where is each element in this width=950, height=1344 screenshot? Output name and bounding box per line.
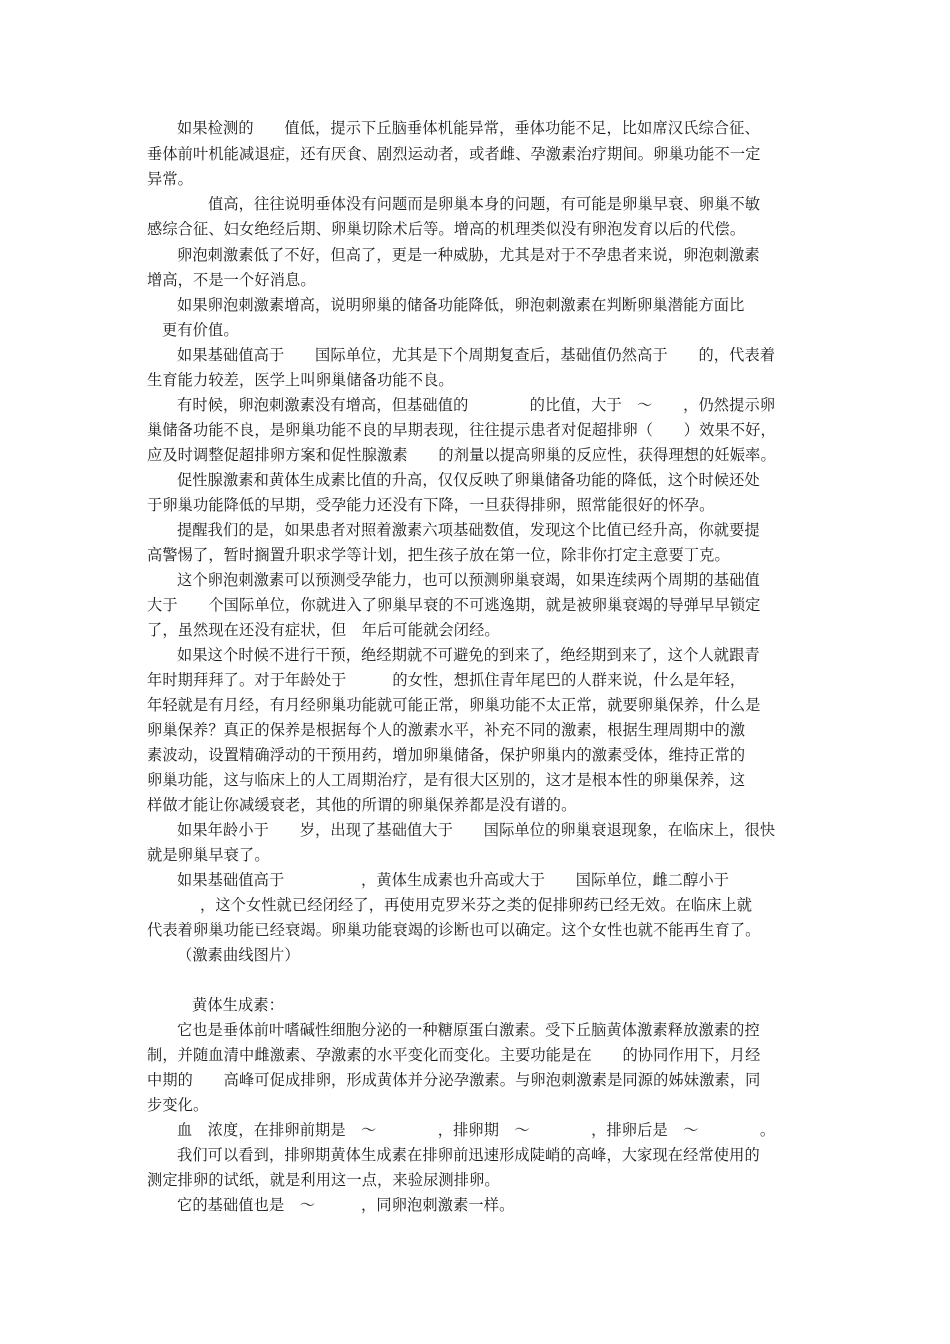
text-line: 于卵巢功能降低的早期，受孕能力还没有下降，一旦获得排卵，照常能很好的怀孕。 (147, 496, 715, 514)
text-line: 了，虽然现在还没有症状，但 年后可能就会闭经。 (147, 621, 500, 639)
text-line: 中期的 高峰可促成排卵，形成黄体并分泌孕激素。与卵泡刺激素是同源的姊妹激素，同 (147, 1071, 761, 1089)
text-line: 卵巢功能，这与临床上的人工周期治疗，是有很大区别的，这才是根本性的卵巢保养，这 (147, 771, 746, 789)
text-line: 如果检测的 值低，提示下丘脑垂体机能异常，垂体功能不足，比如席汉氏综合征、 (177, 119, 760, 137)
text-line: （激素曲线图片） (177, 946, 300, 964)
text-line: 如果卵泡刺激素增高，说明卵巢的储备功能降低，卵泡刺激素在判断卵巢潜能方面比 (177, 296, 745, 314)
text-line: 增高，不是一个好消息。 (147, 271, 316, 289)
text-line: 卵泡刺激素低了不好，但高了，更是一种威胁，尤其是对于不孕患者来说，卵泡刺激素 (177, 246, 760, 264)
text-line: 就是卵巢早衰了。 (147, 846, 270, 864)
text-line: 巢储备功能不良，是卵巢功能不良的早期表现，往往提示患者对促超排卵（ ）效果不好， (147, 421, 776, 439)
text-line: 提醒我们的是，如果患者对照着激素六项基础数值，发现这个比值已经升高，你就要提 (177, 521, 760, 539)
text-line: 制，并随血清中雌激素、孕激素的水平变化而变化。主要功能是在 的协同作用下，月经 (147, 1046, 761, 1064)
text-line: ，这个女性就已经闭经了，再使用克罗米芬之类的促排卵药已经无效。在临床上就 (200, 896, 753, 914)
text-line: 值高，往往说明垂体没有问题而是卵巢本身的问题，有可能是卵巢早衰、卵巢不敏 (208, 195, 761, 213)
text-line: 更有价值。 (162, 321, 239, 339)
text-line: 测定排卵的试纸，就是利用这一点，来验尿测排卵。 (147, 1171, 500, 1189)
text-line: 促性腺激素和黄体生成素比值的升高，仅仅反映了卵巢储备功能的降低，这个时候还处 (177, 471, 760, 489)
text-line: 感综合征、妇女绝经后期、卵巢切除术后等。增高的机理类似没有卵泡发育以后的代偿。 (147, 220, 746, 238)
text-line: 如果年龄小于 岁，出现了基础值大于 国际单位的卵巢衰退现象，在临床上，很快 (177, 821, 776, 839)
text-line: 如果基础值高于 国际单位，尤其是下个周期复查后，基础值仍然高于 的，代表着 (177, 346, 776, 364)
text-line: 有时候，卵泡刺激素没有增高，但基础值的 的比值，大于 ～ ，仍然提示卵 (177, 396, 776, 414)
text-line: 血 浓度，在排卵前期是 ～ ，排卵期 ～ ，排卵后是 ～ 。 (177, 1121, 776, 1139)
text-line: 它也是垂体前叶嗜碱性细胞分泌的一种糖原蛋白激素。受下丘脑黄体激素释放激素的控 (177, 1021, 760, 1039)
text-line: 步变化。 (147, 1096, 209, 1114)
text-line: 这个卵泡刺激素可以预测受孕能力，也可以预测卵巢衰竭，如果连续两个周期的基础值 (177, 571, 760, 589)
text-line: 如果这个时候不进行干预，绝经期就不可避免的到来了，绝经期到来了，这个人就跟青 (177, 646, 760, 664)
text-line: 卵巢保养？真正的保养是根据每个人的激素水平，补充不同的激素，根据生理周期中的激 (147, 721, 746, 739)
text-line: 生育能力较差，医学上叫卵巢储备功能不良。 (147, 371, 454, 389)
text-line: 它的基础值也是 ～ ，同卵泡刺激素一样。 (177, 1196, 515, 1214)
text-line: 垂体前叶机能减退症，还有厌食、剧烈运动者，或者雌、孕激素治疗期间。卵巢功能不一定 (147, 145, 761, 163)
text-line: 异常。 (147, 170, 194, 188)
text-line: 代表着卵巢功能已经衰竭。卵巢功能衰竭的诊断也可以确定。这个女性也就不能再生育了。 (147, 921, 761, 939)
text-line: 年时期拜拜了。对于年龄处于 的女性，想抓住青年尾巴的人群来说，什么是年轻， (147, 671, 746, 689)
section-heading: 黄体生成素： (192, 996, 285, 1014)
text-line: 样做才能让你减缓衰老，其他的所谓的卵巢保养都是没有谱的。 (147, 796, 577, 814)
text-line: 大于 个国际单位，你就进入了卵巢早衰的不可逃逸期，就是被卵巢衰竭的导弹早早锁定 (147, 596, 761, 614)
text-line: 年轻就是有月经，有月经卵巢功能就可能正常，卵巢功能不太正常，就要卵巢保养，什么是 (147, 696, 761, 714)
text-line: 如果基础值高于 ，黄体生成素也升高或大于 国际单位，雌二醇小于 (177, 871, 730, 889)
text-line: 高警惕了，暂时搁置升职求学等计划，把生孩子放在第一位，除非你打定主意要丁克。 (147, 546, 730, 564)
text-line: 素波动，设置精确浮动的干预用药，增加卵巢储备，保护卵巢内的激素受体，维持正常的 (147, 746, 746, 764)
text-line: 我们可以看到，排卵期黄体生成素在排卵前迅速形成陡峭的高峰，大家现在经常使用的 (177, 1146, 760, 1164)
text-line: 应及时调整促超排卵方案和促性腺激素 的剂量以提高卵巢的反应性，获得理想的妊娠率。 (147, 446, 776, 464)
